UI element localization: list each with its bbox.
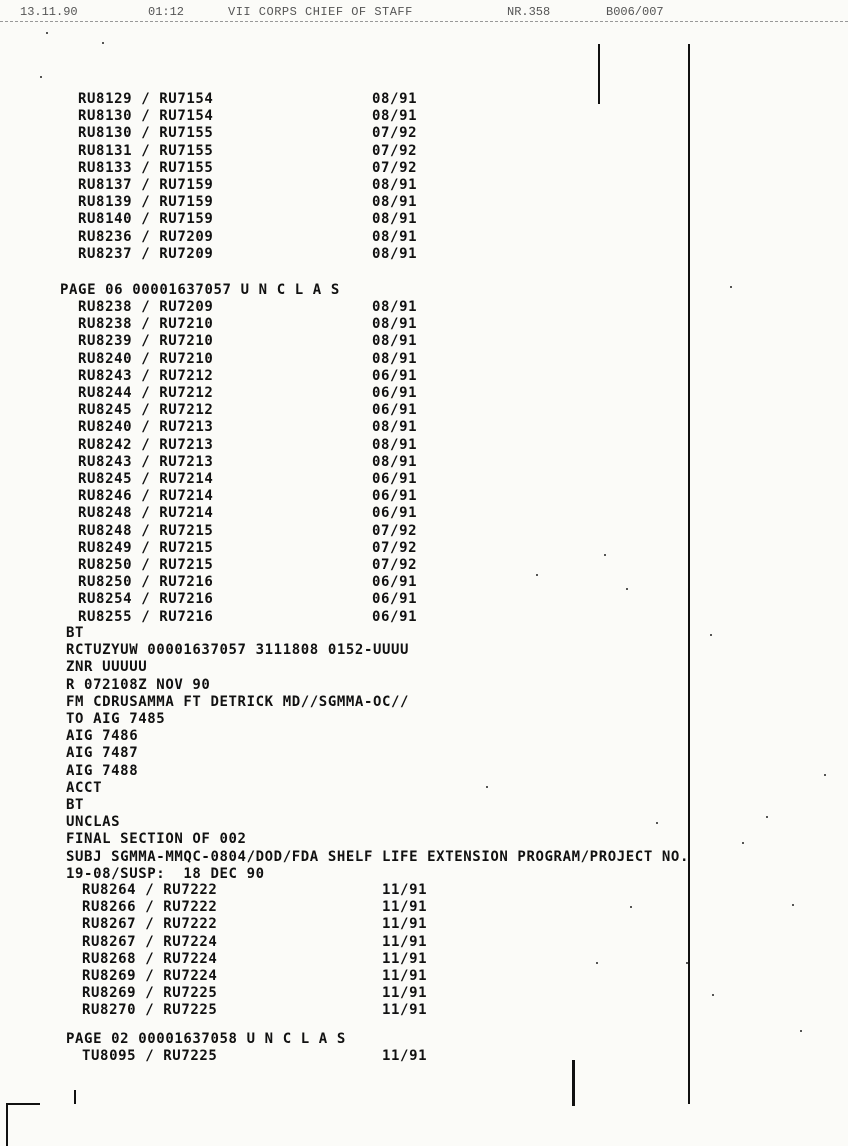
stock-number-pair: RU8270 / RU7225 (82, 1002, 218, 1019)
stock-number-pair: RU8250 / RU7215 (78, 557, 214, 573)
scan-speck (792, 904, 794, 906)
stock-number-pair: RU8240 / RU7210 (78, 350, 214, 367)
message-line: ACCT (66, 779, 103, 796)
expiry-date: 06/91 (372, 608, 418, 625)
scan-speck (824, 774, 826, 776)
scan-corner-mark (6, 1103, 40, 1146)
message-line: AIG 7488 (66, 762, 139, 779)
expiry-date: 07/92 (372, 539, 418, 556)
stock-number-pair: RU8129 / RU7154 (78, 91, 214, 107)
message-line: TO AIG 7485 (66, 711, 166, 727)
stock-number-pair: RU8237 / RU7209 (78, 245, 214, 262)
expiry-date: 08/91 (372, 91, 418, 107)
scan-speck (596, 962, 598, 964)
page-header: PAGE 06 00001637057 U N C L A S (60, 282, 340, 298)
message-line: BT (66, 797, 85, 813)
scan-line-right (688, 44, 690, 1104)
message-line: AIG 7487 (66, 745, 139, 762)
expiry-date: 08/91 (372, 350, 418, 367)
message-line: FINAL SECTION OF 002 (66, 831, 247, 848)
header-divider (0, 21, 848, 22)
expiry-date: 11/91 (382, 916, 428, 933)
scan-speck (656, 822, 658, 824)
stock-number-pair: RU8266 / RU7222 (82, 899, 218, 916)
message-line: ZNR UUUUU (66, 659, 148, 676)
expiry-date: 11/91 (382, 968, 428, 984)
expiry-date: 08/91 (372, 453, 418, 470)
message-line: UNCLAS (66, 814, 121, 831)
expiry-date: 08/91 (372, 436, 418, 453)
scan-speck (46, 32, 48, 34)
stock-number-pair: RU8269 / RU7225 (82, 985, 218, 1002)
scan-speck (102, 42, 104, 44)
stock-number-pair: RU8248 / RU7214 (78, 505, 214, 522)
stock-number-pair: RU8249 / RU7215 (78, 539, 214, 556)
expiry-date: 07/92 (372, 142, 418, 159)
message-line: FM CDRUSAMMA FT DETRICK MD//SGMMA-OC// (66, 693, 410, 710)
stock-number-pair: RU8267 / RU7222 (82, 916, 218, 933)
message-line: AIG 7486 (66, 728, 139, 745)
scan-speck (630, 906, 632, 908)
scan-line-middle (598, 44, 600, 104)
expiry-date: 06/91 (372, 385, 418, 401)
stock-number-pair: RU8238 / RU7210 (78, 316, 214, 333)
expiry-date: 11/91 (382, 882, 428, 898)
scan-speck (712, 994, 714, 996)
expiry-date: 11/91 (382, 1002, 428, 1019)
stock-number-pair: RU8139 / RU7159 (78, 194, 214, 211)
stock-number-pair: RU8238 / RU7209 (78, 299, 214, 315)
stock-number-pair: RU8245 / RU7212 (78, 402, 214, 419)
scan-line-left-tick (74, 1090, 76, 1104)
scan-speck (536, 574, 538, 576)
expiry-date: 11/91 (382, 950, 428, 967)
scan-speck (486, 786, 488, 788)
scan-speck (766, 816, 768, 818)
stock-number-pair: RU8244 / RU7212 (78, 385, 214, 401)
stock-number-pair: RU8240 / RU7213 (78, 419, 214, 436)
expiry-date: 08/91 (372, 228, 418, 245)
stock-number-pair: RU8243 / RU7213 (78, 453, 214, 470)
stock-number-pair: RU8245 / RU7214 (78, 471, 214, 487)
message-line: R 072108Z NOV 90 (66, 676, 211, 693)
fax-header (0, 0, 848, 22)
stock-number-pair: RU8243 / RU7212 (78, 367, 214, 384)
expiry-date: 08/91 (372, 419, 418, 436)
expiry-date: 11/91 (382, 899, 428, 916)
expiry-date: 07/92 (372, 557, 418, 573)
expiry-date: 08/91 (372, 333, 418, 350)
stock-number-pair: RU8236 / RU7209 (78, 228, 214, 245)
expiry-date: 08/91 (372, 316, 418, 333)
message-line: BT (66, 625, 85, 641)
fax-page-counter: B006/007 (606, 5, 664, 19)
expiry-date: 07/92 (372, 522, 418, 539)
stock-number-pair: RU8255 / RU7216 (78, 608, 214, 625)
fax-time: 01:12 (148, 5, 185, 19)
stock-number-pair: RU8268 / RU7224 (82, 950, 218, 967)
expiry-date: 07/92 (372, 125, 418, 142)
scan-speck (686, 962, 688, 964)
stock-number-pair: RU8264 / RU7222 (82, 882, 218, 898)
expiry-date: 08/91 (372, 177, 418, 193)
expiry-date: 06/91 (372, 505, 418, 522)
stock-number-pair: RU8130 / RU7155 (78, 125, 214, 142)
expiry-date: 06/91 (372, 471, 418, 487)
expiry-date: 06/91 (372, 402, 418, 419)
expiry-date: 08/91 (372, 194, 418, 211)
scan-speck (604, 554, 606, 556)
expiry-date: 11/91 (382, 1048, 428, 1064)
stock-number-pair: RU8248 / RU7215 (78, 522, 214, 539)
fax-sender: VII CORPS CHIEF OF STAFF (228, 5, 413, 19)
expiry-date: 06/91 (372, 574, 418, 591)
expiry-date: 11/91 (382, 933, 428, 950)
expiry-date: 06/91 (372, 591, 418, 608)
scan-speck (40, 76, 42, 78)
scan-speck (626, 588, 628, 590)
stock-number-pair: RU8137 / RU7159 (78, 177, 214, 193)
expiry-date: 08/91 (372, 245, 418, 262)
scan-speck (800, 1030, 802, 1032)
stock-number-pair: RU8131 / RU7155 (78, 142, 214, 159)
stock-number-pair: RU8133 / RU7155 (78, 159, 214, 176)
page-header: PAGE 02 00001637058 U N C L A S (66, 1031, 346, 1047)
stock-number-pair: RU8269 / RU7224 (82, 968, 218, 984)
expiry-date: 11/91 (382, 985, 428, 1002)
message-line: 19-08/SUSP: 18 DEC 90 (66, 865, 265, 882)
stock-number-pair: RU8239 / RU7210 (78, 333, 214, 350)
stock-number-pair: RU8246 / RU7214 (78, 488, 214, 505)
message-line: SUBJ SGMMA-MMQC-0804/DOD/FDA SHELF LIFE EXTENSION PROGRAM/PROJECT NO. (66, 848, 689, 865)
stock-number-pair: TU8095 / RU7225 (82, 1048, 218, 1064)
expiry-date: 06/91 (372, 367, 418, 384)
expiry-date: 08/91 (372, 108, 418, 125)
fax-number: NR.358 (507, 5, 551, 19)
expiry-date: 08/91 (372, 211, 418, 228)
message-line: RCTUZYUW 00001637057 3111808 0152-UUUU (66, 642, 410, 659)
fax-date: 13.11.90 (20, 5, 78, 19)
expiry-date: 06/91 (372, 488, 418, 505)
expiry-date: 07/92 (372, 159, 418, 176)
stock-number-pair: RU8254 / RU7216 (78, 591, 214, 608)
stock-number-pair: RU8140 / RU7159 (78, 211, 214, 228)
stock-number-pair: RU8250 / RU7216 (78, 574, 214, 591)
scan-speck (710, 634, 712, 636)
stock-number-pair: RU8267 / RU7224 (82, 933, 218, 950)
stock-number-pair: RU8130 / RU7154 (78, 108, 214, 125)
scan-line-middle-lower (572, 1060, 575, 1106)
scan-speck (730, 286, 732, 288)
expiry-date: 08/91 (372, 299, 418, 315)
scan-speck (742, 842, 744, 844)
stock-number-pair: RU8242 / RU7213 (78, 436, 214, 453)
